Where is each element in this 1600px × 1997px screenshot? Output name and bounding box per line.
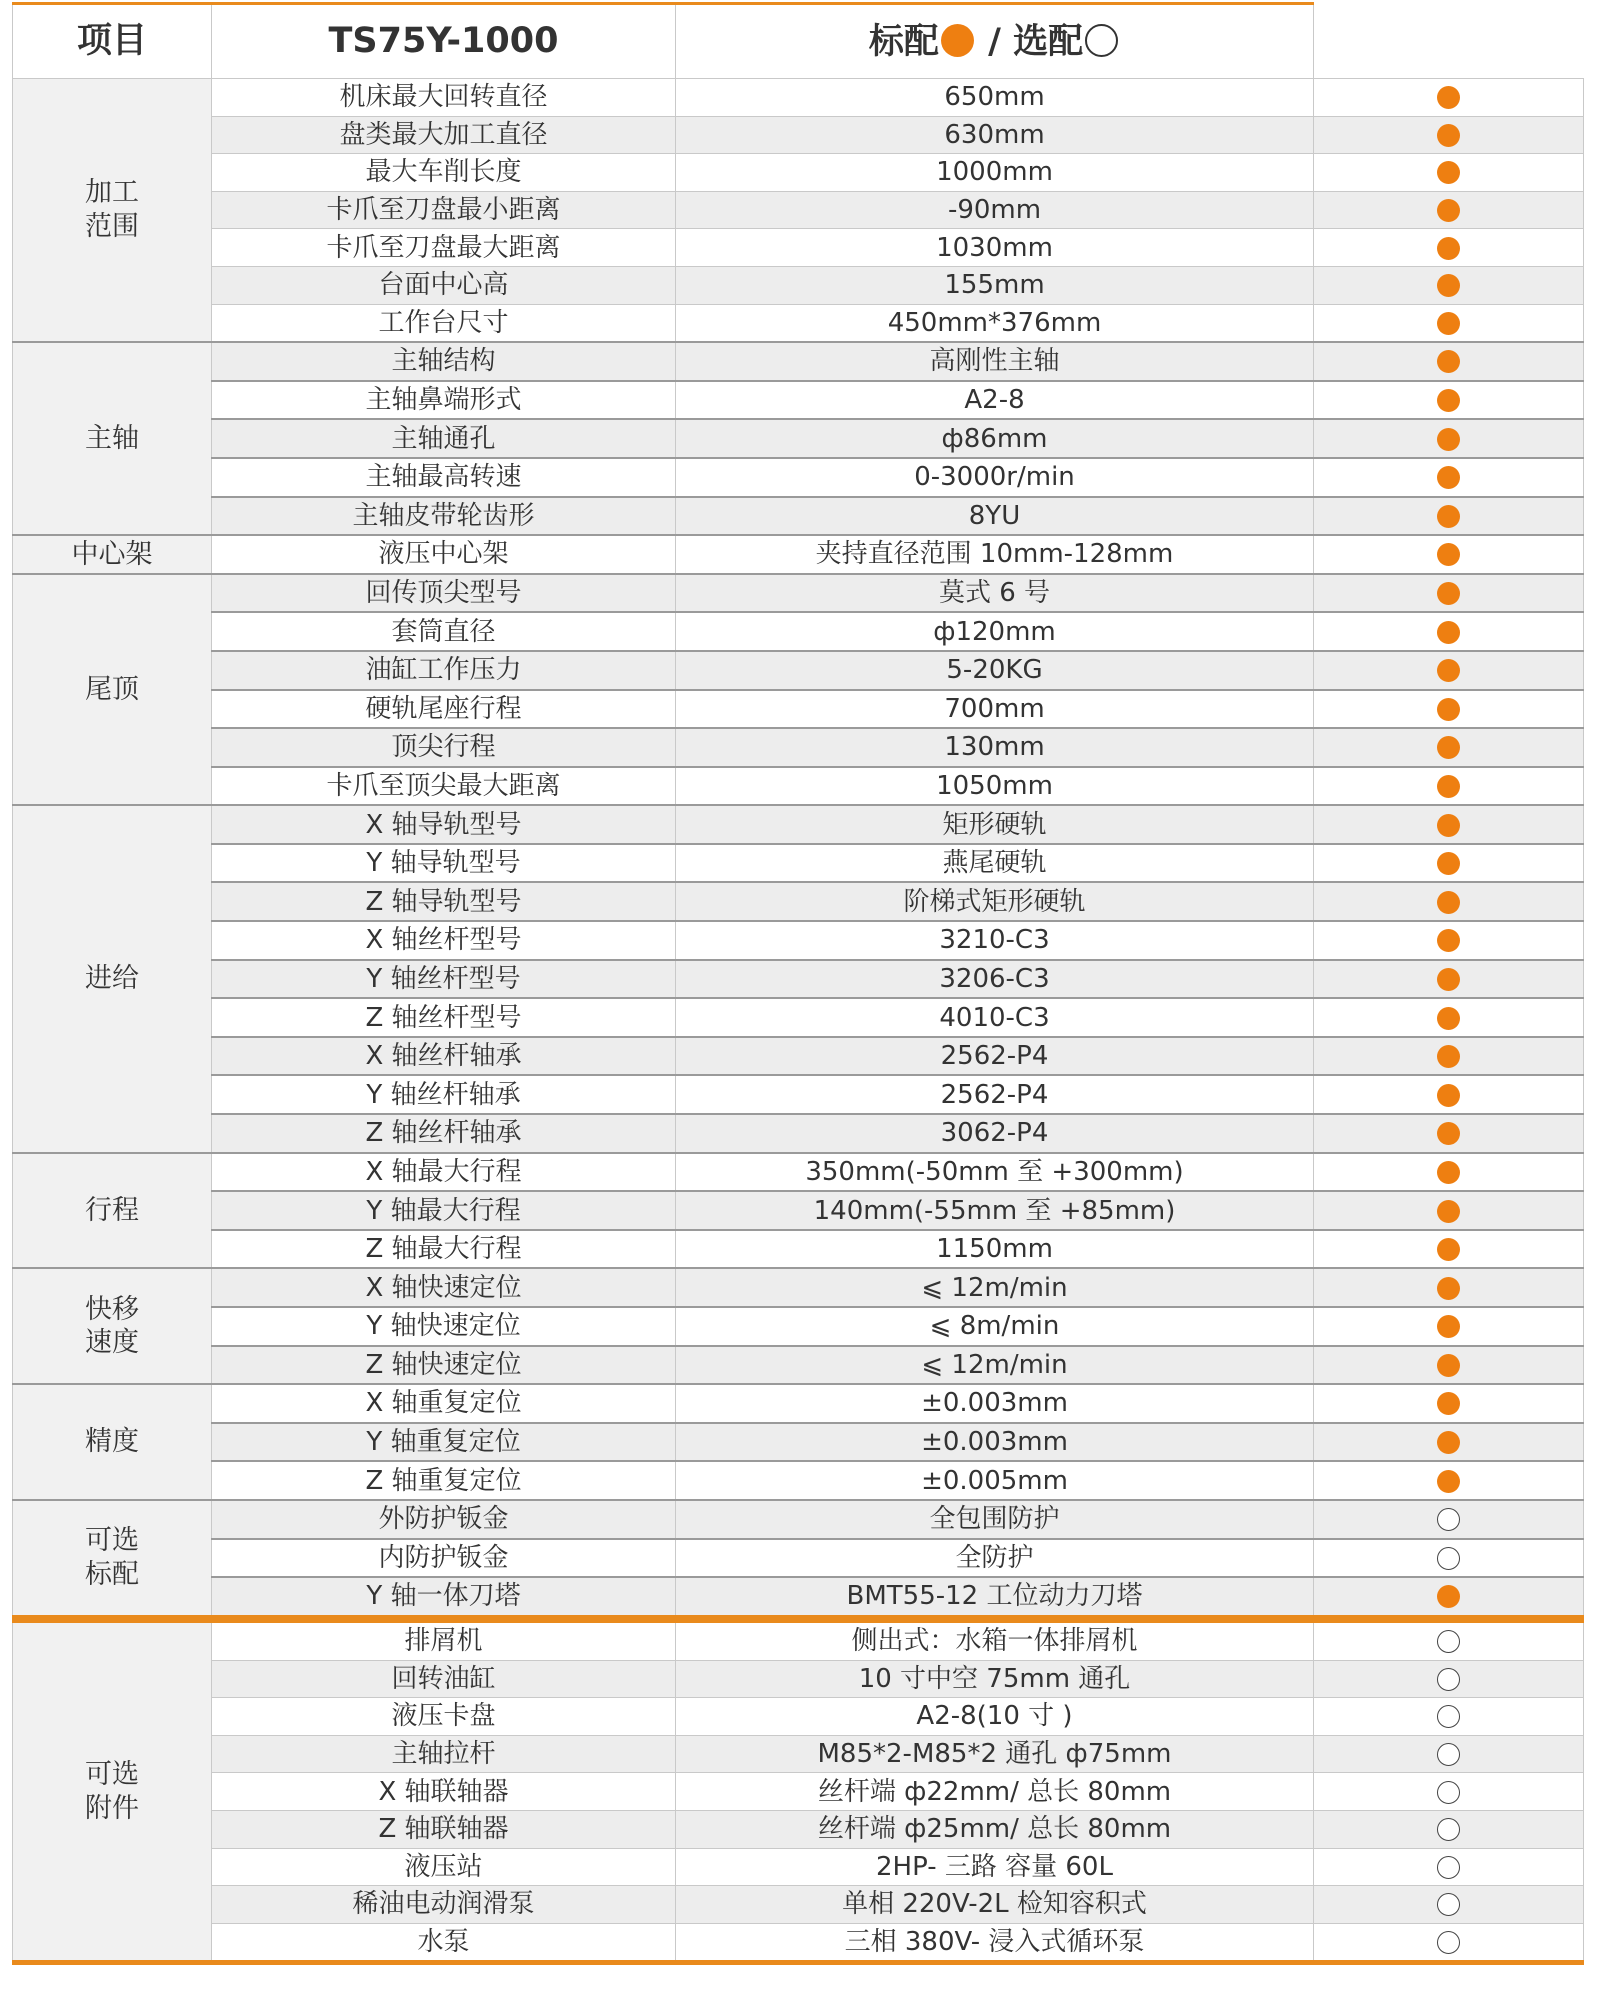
table-row <box>13 497 1584 536</box>
value-cell: 450mm*376mm <box>676 304 1314 342</box>
filled-circle-icon <box>1437 389 1460 412</box>
table-row <box>13 1346 1584 1385</box>
category-cell: 主轴 <box>13 342 212 535</box>
value-cell: ±0.003mm <box>676 1423 1314 1462</box>
legend-separator: / <box>975 21 1014 62</box>
config-flag-cell <box>1314 805 1584 844</box>
item-cell: X 轴最大行程 <box>212 1153 676 1192</box>
hollow-circle-icon <box>1437 1547 1460 1570</box>
value-cell: 5-20KG <box>676 651 1314 690</box>
item-cell: 顶尖行程 <box>212 728 676 767</box>
spec-group <box>13 805 1584 1152</box>
config-flag-cell <box>1314 882 1584 921</box>
filled-circle-icon <box>1437 161 1460 184</box>
filled-circle-icon <box>1437 505 1460 528</box>
item-cell: Y 轴重复定位 <box>212 1423 676 1462</box>
hollow-circle-icon <box>1437 1508 1460 1531</box>
filled-circle-icon <box>941 24 974 57</box>
config-flag-cell <box>1314 1037 1584 1076</box>
config-flag-cell <box>1314 342 1584 381</box>
table-row <box>13 1423 1584 1462</box>
value-cell: 140mm(-55mm 至 +85mm) <box>676 1191 1314 1230</box>
config-flag-cell <box>1314 497 1584 536</box>
category-cell: 进给 <box>13 805 212 1152</box>
value-cell: 0-3000r/min <box>676 458 1314 497</box>
filled-circle-icon <box>1437 1045 1460 1068</box>
table-row <box>13 844 1584 883</box>
item-cell: 外防护钣金 <box>212 1500 676 1539</box>
item-cell: Y 轴快速定位 <box>212 1307 676 1346</box>
item-cell: 台面中心高 <box>212 266 676 304</box>
legend-standard-label: 标配 <box>868 21 939 62</box>
header-item: 项目 <box>13 4 212 79</box>
config-flag-cell <box>1314 1230 1584 1269</box>
table-row <box>13 1191 1584 1230</box>
item-cell: Z 轴最大行程 <box>212 1230 676 1269</box>
item-cell: X 轴重复定位 <box>212 1384 676 1423</box>
item-cell: X 轴丝杆轴承 <box>212 1037 676 1076</box>
table-row <box>13 651 1584 690</box>
value-cell: 阶梯式矩形硬轨 <box>676 882 1314 921</box>
config-flag-cell <box>1314 266 1584 304</box>
category-cell: 加工 范围 <box>13 79 212 343</box>
value-cell: 2562-P4 <box>676 1075 1314 1114</box>
item-cell: 主轴通孔 <box>212 419 676 458</box>
table-row <box>13 921 1584 960</box>
optional-accessories-table <box>12 1618 1584 1965</box>
table-row <box>13 1268 1584 1307</box>
table-row <box>13 1810 1584 1848</box>
item-cell: 水泵 <box>212 1923 676 1963</box>
value-cell: 155mm <box>676 266 1314 304</box>
item-cell: X 轴导轨型号 <box>212 805 676 844</box>
config-flag-cell <box>1314 728 1584 767</box>
item-cell: Y 轴一体刀塔 <box>212 1577 676 1617</box>
legend-optional-label: 选配 <box>1013 21 1084 62</box>
table-row <box>13 1075 1584 1114</box>
value-cell: 莫式 6 号 <box>676 574 1314 613</box>
filled-circle-icon <box>1437 1585 1460 1608</box>
value-cell: 2562-P4 <box>676 1037 1314 1076</box>
value-cell: M85*2-M85*2 通孔 ф75mm <box>676 1735 1314 1773</box>
table-row <box>13 79 1584 117</box>
config-flag-cell <box>1314 1773 1584 1811</box>
filled-circle-icon <box>1437 1238 1460 1261</box>
item-cell: 液压站 <box>212 1848 676 1886</box>
item-cell: 内防护钣金 <box>212 1539 676 1578</box>
config-flag-cell <box>1314 1268 1584 1307</box>
value-cell: ±0.003mm <box>676 1384 1314 1423</box>
config-flag-cell <box>1314 998 1584 1037</box>
spec-table <box>12 2 1584 1620</box>
config-flag-cell <box>1314 1660 1584 1698</box>
table-row <box>13 1735 1584 1773</box>
item-cell: Z 轴联轴器 <box>212 1810 676 1848</box>
table-row <box>13 458 1584 497</box>
hollow-circle-icon <box>1437 1818 1460 1841</box>
item-cell: 最大车削长度 <box>212 154 676 192</box>
filled-circle-icon <box>1437 274 1460 297</box>
table-row <box>13 805 1584 844</box>
value-cell: 全包围防护 <box>676 1500 1314 1539</box>
config-flag-cell <box>1314 1346 1584 1385</box>
config-flag-cell <box>1314 1698 1584 1736</box>
config-flag-cell <box>1314 1886 1584 1924</box>
filled-circle-icon <box>1437 1161 1460 1184</box>
spec-group <box>13 1268 1584 1384</box>
config-flag-cell <box>1314 304 1584 342</box>
table-row <box>13 1886 1584 1924</box>
hollow-circle-icon <box>1437 1781 1460 1804</box>
item-cell: 盘类最大加工直径 <box>212 116 676 154</box>
table-row <box>13 728 1584 767</box>
item-cell: 卡爪至刀盘最小距离 <box>212 191 676 229</box>
hollow-circle-icon <box>1437 1931 1460 1954</box>
table-row <box>13 960 1584 999</box>
item-cell: Z 轴重复定位 <box>212 1461 676 1500</box>
config-flag-cell <box>1314 535 1584 574</box>
category-cell: 快移 速度 <box>13 1268 212 1384</box>
value-cell: 1050mm <box>676 767 1314 806</box>
value-cell: 3206-C3 <box>676 960 1314 999</box>
item-cell: 回传顶尖型号 <box>212 574 676 613</box>
filled-circle-icon <box>1437 1392 1460 1415</box>
item-cell: 排屑机 <box>212 1621 676 1661</box>
config-flag-cell <box>1314 458 1584 497</box>
category-cell: 可选 标配 <box>13 1500 212 1617</box>
item-cell: X 轴丝杆型号 <box>212 921 676 960</box>
filled-circle-icon <box>1437 1122 1460 1145</box>
table-row <box>13 266 1584 304</box>
config-flag-cell <box>1314 1621 1584 1661</box>
filled-circle-icon <box>1437 1200 1460 1223</box>
item-cell: 主轴结构 <box>212 342 676 381</box>
table-row <box>13 1461 1584 1500</box>
filled-circle-icon <box>1437 698 1460 721</box>
config-flag-cell <box>1314 419 1584 458</box>
table-row <box>13 1621 1584 1661</box>
value-cell: 3210-C3 <box>676 921 1314 960</box>
value-cell: 1150mm <box>676 1230 1314 1269</box>
value-cell: 1000mm <box>676 154 1314 192</box>
table-row <box>13 1773 1584 1811</box>
hollow-circle-icon <box>1085 24 1118 57</box>
table-row <box>13 229 1584 267</box>
config-flag-cell <box>1314 651 1584 690</box>
table-row <box>13 1307 1584 1346</box>
item-cell: 工作台尺寸 <box>212 304 676 342</box>
filled-circle-icon <box>1437 543 1460 566</box>
table-row <box>13 1384 1584 1423</box>
value-cell: 高刚性主轴 <box>676 342 1314 381</box>
table-row <box>13 304 1584 342</box>
config-flag-cell <box>1314 1539 1584 1578</box>
header-model: TS75Y-1000 <box>212 4 676 79</box>
item-cell: Z 轴丝杆型号 <box>212 998 676 1037</box>
hollow-circle-icon <box>1437 1705 1460 1728</box>
spec-group <box>13 1384 1584 1500</box>
item-cell: 卡爪至刀盘最大距离 <box>212 229 676 267</box>
value-cell: BMT55-12 工位动力刀塔 <box>676 1577 1314 1617</box>
table-row <box>13 419 1584 458</box>
table-row <box>13 342 1584 381</box>
hollow-circle-icon <box>1437 1856 1460 1879</box>
category-cell: 可选 附件 <box>13 1621 212 1963</box>
config-flag-cell <box>1314 690 1584 729</box>
filled-circle-icon <box>1437 1470 1460 1493</box>
value-cell: A2-8(10 寸 ) <box>676 1698 1314 1736</box>
item-cell: 液压卡盘 <box>212 1698 676 1736</box>
filled-circle-icon <box>1437 1354 1460 1377</box>
value-cell: 丝杆端 ф22mm/ 总长 80mm <box>676 1773 1314 1811</box>
value-cell: 夹持直径范围 10mm-128mm <box>676 535 1314 574</box>
config-flag-cell <box>1314 960 1584 999</box>
filled-circle-icon <box>1437 466 1460 489</box>
filled-circle-icon <box>1437 621 1460 644</box>
filled-circle-icon <box>1437 199 1460 222</box>
value-cell: ф86mm <box>676 419 1314 458</box>
item-cell: 主轴最高转速 <box>212 458 676 497</box>
value-cell: ⩽ 12m/min <box>676 1268 1314 1307</box>
table-row <box>13 1923 1584 1963</box>
spec-group <box>13 342 1584 535</box>
config-flag-cell <box>1314 1075 1584 1114</box>
item-cell: 卡爪至顶尖最大距离 <box>212 767 676 806</box>
table-row <box>13 690 1584 729</box>
filled-circle-icon <box>1437 86 1460 109</box>
value-cell: ±0.005mm <box>676 1461 1314 1500</box>
value-cell: 650mm <box>676 79 1314 117</box>
config-flag-cell <box>1314 1735 1584 1773</box>
table-row <box>13 1230 1584 1269</box>
value-cell: 10 寸中空 75mm 通孔 <box>676 1660 1314 1698</box>
filled-circle-icon <box>1437 1315 1460 1338</box>
table-row <box>13 612 1584 651</box>
spec-group <box>13 535 1584 574</box>
config-flag-cell <box>1314 79 1584 117</box>
config-flag-cell <box>1314 921 1584 960</box>
filled-circle-icon <box>1437 350 1460 373</box>
table-row <box>13 1539 1584 1578</box>
config-flag-cell <box>1314 1153 1584 1192</box>
item-cell: Y 轴丝杆型号 <box>212 960 676 999</box>
filled-circle-icon <box>1437 659 1460 682</box>
value-cell: -90mm <box>676 191 1314 229</box>
value-cell: 三相 380V- 浸入式循环泵 <box>676 1923 1314 1963</box>
value-cell: 燕尾硬轨 <box>676 844 1314 883</box>
spec-group <box>13 574 1584 806</box>
value-cell: 侧出式：水箱一体排屑机 <box>676 1621 1314 1661</box>
filled-circle-icon <box>1437 312 1460 335</box>
filled-circle-icon <box>1437 1431 1460 1454</box>
value-cell: 350mm(-50mm 至 +300mm) <box>676 1153 1314 1192</box>
table-row <box>13 1660 1584 1698</box>
item-cell: 回转油缸 <box>212 1660 676 1698</box>
filled-circle-icon <box>1437 1277 1460 1300</box>
table-row <box>13 1153 1584 1192</box>
config-flag-cell <box>1314 1500 1584 1539</box>
item-cell: 液压中心架 <box>212 535 676 574</box>
filled-circle-icon <box>1437 124 1460 147</box>
item-cell: 套筒直径 <box>212 612 676 651</box>
table-row <box>13 154 1584 192</box>
item-cell: X 轴联轴器 <box>212 1773 676 1811</box>
value-cell: 630mm <box>676 116 1314 154</box>
table-row <box>13 1500 1584 1539</box>
value-cell: 单相 220V-2L 检知容积式 <box>676 1886 1314 1924</box>
item-cell: Y 轴丝杆轴承 <box>212 1075 676 1114</box>
config-flag-cell <box>1314 1461 1584 1500</box>
value-cell: 1030mm <box>676 229 1314 267</box>
filled-circle-icon <box>1437 1084 1460 1107</box>
item-cell: 主轴拉杆 <box>212 1735 676 1773</box>
filled-circle-icon <box>1437 852 1460 875</box>
spec-group <box>13 79 1584 343</box>
filled-circle-icon <box>1437 428 1460 451</box>
value-cell: ⩽ 12m/min <box>676 1346 1314 1385</box>
config-flag-cell <box>1314 1810 1584 1848</box>
config-flag-cell <box>1314 154 1584 192</box>
config-flag-cell <box>1314 116 1584 154</box>
config-flag-cell <box>1314 1114 1584 1153</box>
item-cell: Z 轴导轨型号 <box>212 882 676 921</box>
item-cell: 稀油电动润滑泵 <box>212 1886 676 1924</box>
table-row <box>13 116 1584 154</box>
config-flag-cell <box>1314 612 1584 651</box>
config-flag-cell <box>1314 1191 1584 1230</box>
spec-group <box>13 1621 1584 1963</box>
category-cell: 行程 <box>13 1153 212 1269</box>
table-row <box>13 1848 1584 1886</box>
value-cell: A2-8 <box>676 381 1314 420</box>
table-row <box>13 1698 1584 1736</box>
category-cell: 尾顶 <box>13 574 212 806</box>
filled-circle-icon <box>1437 1007 1460 1030</box>
category-cell: 中心架 <box>13 535 212 574</box>
filled-circle-icon <box>1437 891 1460 914</box>
header-legend <box>676 4 1314 79</box>
filled-circle-icon <box>1437 968 1460 991</box>
config-flag-cell <box>1314 1577 1584 1617</box>
value-cell: 4010-C3 <box>676 998 1314 1037</box>
header-row <box>13 4 1584 79</box>
config-flag-cell <box>1314 381 1584 420</box>
config-flag-cell <box>1314 1848 1584 1886</box>
item-cell: Y 轴导轨型号 <box>212 844 676 883</box>
filled-circle-icon <box>1437 929 1460 952</box>
item-cell: X 轴快速定位 <box>212 1268 676 1307</box>
value-cell: ⩽ 8m/min <box>676 1307 1314 1346</box>
item-cell: 油缸工作压力 <box>212 651 676 690</box>
spec-group <box>13 1500 1584 1617</box>
value-cell: 丝杆端 ф25mm/ 总长 80mm <box>676 1810 1314 1848</box>
filled-circle-icon <box>1437 736 1460 759</box>
item-cell: Z 轴快速定位 <box>212 1346 676 1385</box>
value-cell: 8YU <box>676 497 1314 536</box>
item-cell: 主轴鼻端形式 <box>212 381 676 420</box>
item-cell: Y 轴最大行程 <box>212 1191 676 1230</box>
table-row <box>13 191 1584 229</box>
filled-circle-icon <box>1437 582 1460 605</box>
category-cell: 精度 <box>13 1384 212 1500</box>
config-flag-cell <box>1314 844 1584 883</box>
table-row <box>13 535 1584 574</box>
config-flag-cell <box>1314 1423 1584 1462</box>
table-row <box>13 381 1584 420</box>
config-flag-cell <box>1314 767 1584 806</box>
table-row <box>13 998 1584 1037</box>
value-cell: ф120mm <box>676 612 1314 651</box>
table-row <box>13 1114 1584 1153</box>
config-flag-cell <box>1314 229 1584 267</box>
table-row <box>13 882 1584 921</box>
config-flag-cell <box>1314 191 1584 229</box>
filled-circle-icon <box>1437 814 1460 837</box>
hollow-circle-icon <box>1437 1668 1460 1691</box>
value-cell: 2HP- 三路 容量 60L <box>676 1848 1314 1886</box>
item-cell: Z 轴丝杆轴承 <box>212 1114 676 1153</box>
item-cell: 机床最大回转直径 <box>212 79 676 117</box>
table-row <box>13 767 1584 806</box>
config-flag-cell <box>1314 1923 1584 1963</box>
filled-circle-icon <box>1437 775 1460 798</box>
item-cell: 主轴皮带轮齿形 <box>212 497 676 536</box>
value-cell: 3062-P4 <box>676 1114 1314 1153</box>
table-row <box>13 574 1584 613</box>
config-flag-cell <box>1314 1384 1584 1423</box>
value-cell: 700mm <box>676 690 1314 729</box>
config-flag-cell <box>1314 1307 1584 1346</box>
value-cell: 130mm <box>676 728 1314 767</box>
item-cell: 硬轨尾座行程 <box>212 690 676 729</box>
value-cell: 全防护 <box>676 1539 1314 1578</box>
table-row <box>13 1577 1584 1617</box>
value-cell: 矩形硬轨 <box>676 805 1314 844</box>
spec-group <box>13 1153 1584 1269</box>
filled-circle-icon <box>1437 237 1460 260</box>
hollow-circle-icon <box>1437 1630 1460 1653</box>
hollow-circle-icon <box>1437 1743 1460 1766</box>
hollow-circle-icon <box>1437 1893 1460 1916</box>
config-flag-cell <box>1314 574 1584 613</box>
table-row <box>13 1037 1584 1076</box>
